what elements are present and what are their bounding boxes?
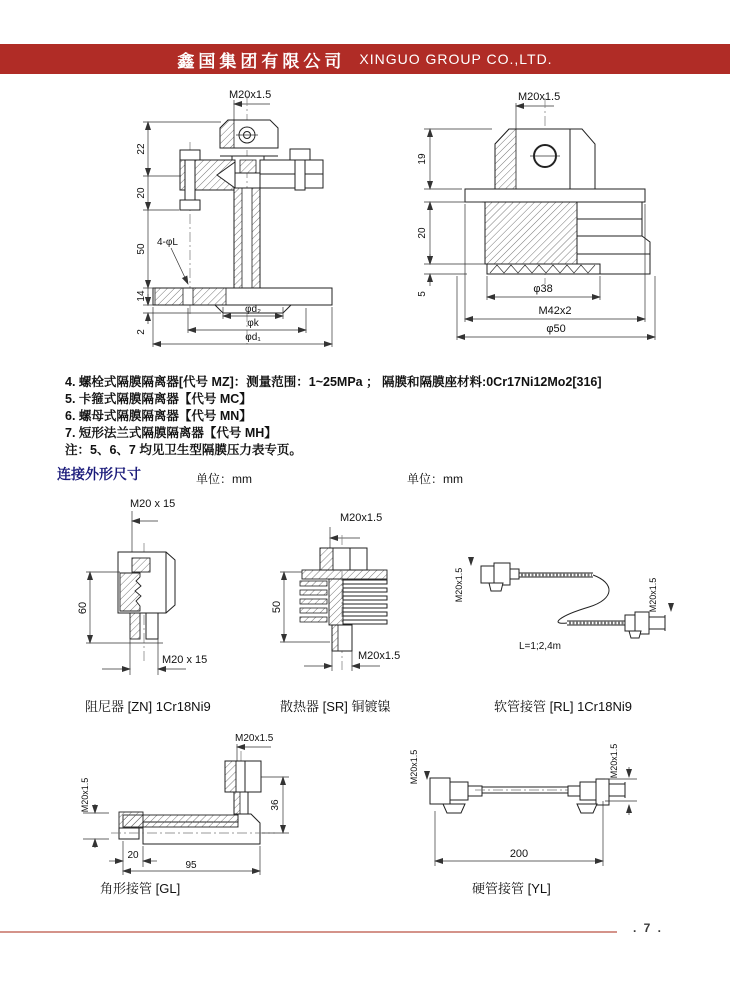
dia-k: φk [247,318,259,329]
note-item-4: 4. 螺栓式隔膜隔离器[代号 MZ]：测量范围：1~25MPa ； 隔膜和隔膜座材料:0Cr17Ni12Mo2[316] [65,375,602,389]
dia-50: φ50 [546,323,566,335]
angle-dim-36: 36 [270,799,281,811]
hose-caption: 软管接管 [RL] 1Cr18Ni9 [494,699,632,714]
dim-50: 50 [136,243,147,255]
angle-dim-20: 20 [127,850,139,861]
unit-label-left: 单位：mm [196,472,252,486]
dim-20: 20 [136,187,147,199]
radiator-caption: 散热器 [SR] 铜镀镍 [280,699,391,714]
hose-drawing [443,533,683,661]
unit-label-right: 单位：mm [407,472,463,486]
rigid-thread-right: M20x1.5 [609,743,619,779]
bolt-seal-holes-label: 4-φL [157,237,178,248]
radiator-drawing [272,505,447,677]
rigid-pipe-geometry [409,744,637,866]
damper-thread-top: M20 x 15 [130,498,176,510]
dim-2: 2 [136,329,147,335]
dim-5: 5 [417,291,428,297]
dia-d2: φd₂ [245,304,261,315]
damper-drawing [78,493,253,685]
footer-accent-line [0,931,617,933]
angle-dim-95: 95 [185,860,197,871]
header-banner [0,44,730,74]
note-remark: 注：5、6、7 均见卫生型隔膜压力表专页。 [65,443,302,457]
angle-thread-left: M20x1.5 [80,777,90,813]
dia-38: φ38 [533,283,553,295]
angle-caption: 角形接管 [GL] [100,881,181,896]
hose-thread-right: M20x1.5 [648,577,658,613]
radiator-thread-top: M20x1.5 [340,512,383,524]
radiator-geometry [271,512,400,671]
damper-geometry [77,498,207,675]
damper-height: 60 [77,601,89,615]
bolt-seal-thread-label: M20x1.5 [229,89,272,101]
page-number: . 7 . [633,921,664,935]
nut-seal-drawing [412,84,667,346]
radiator-thread-bottom: M20x1.5 [358,650,401,662]
radiator-height: 50 [271,600,283,614]
angle-geometry [80,733,289,875]
hose-thread-left: M20x1.5 [454,567,464,603]
section-title: 连接外形尺寸 [57,466,141,482]
note-item-6: 6. 螺母式隔膜隔离器【代号 MN】 [65,409,252,423]
note-item-5: 5. 卡箍式隔膜隔离器【代号 MC】 [65,392,252,406]
hose-geometry [454,557,671,652]
dim-20b: 20 [417,227,428,239]
note-item-7: 7. 短形法兰式隔膜隔离器【代号 MH】 [65,426,277,440]
dim-19: 19 [417,153,428,165]
nut-seal-thread-label: M20x1.5 [518,91,561,103]
angle-thread-top: M20x1.5 [235,733,274,744]
angle-drawing [75,727,305,877]
company-name-en: XINGUO GROUP CO.,LTD. [359,51,553,67]
damper-thread-bottom: M20 x 15 [162,654,208,666]
bolt-seal-geometry [136,89,332,347]
dim-14: 14 [136,290,147,302]
dia-d1: φd₁ [245,332,261,343]
rigid-thread-left: M20x1.5 [409,749,419,785]
damper-caption: 阻尼器 [ZN] 1Cr18Ni9 [85,699,211,714]
rigid-caption: 硬管接管 [YL] [472,881,551,896]
company-name-cn: 鑫国集团有限公司 [177,51,346,71]
rigid-dim-200: 200 [509,848,529,860]
thread-42: M42x2 [538,305,572,317]
dim-22: 22 [136,143,147,155]
nut-seal-geometry [417,91,655,340]
rigid-pipe-drawing [405,733,663,871]
bolt-seal-drawing [133,82,345,350]
hose-length-label: L=1;2,4m [519,641,561,652]
